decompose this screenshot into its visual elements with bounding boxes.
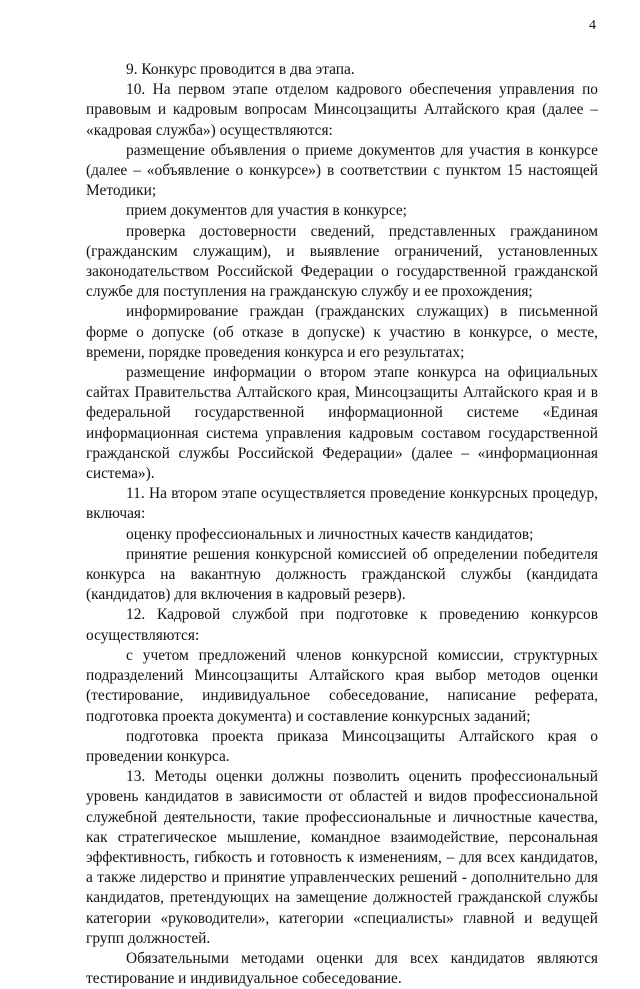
paragraph: размещение информации о втором этапе конкурса на официальных сайтах Правительства Алтайского края, Минсоцзащиты Алтайского края и в федеральной государственной информационной системе «Единая информационная система управления кадровым составом государственной гражданской службы Российской Федерации» (далее – «информационная система»).: [86, 364, 598, 483]
paragraph: 9. Конкурс проводится в два этапа.: [126, 61, 355, 78]
paragraph: проверка достоверности сведений, представленных гражданином (гражданским служащим), и выявление ограничений, установленных законодательством Российской Федерации о государственной гражданской службе для поступления на гражданскую службу и ее прохождения;: [86, 222, 598, 301]
paragraph: подготовка проекта приказа Минсоцзащиты Алтайского края о проведении конкурса.: [86, 727, 598, 765]
page-number: 4: [589, 18, 596, 33]
paragraph: прием документов для участия в конкурсе;: [126, 202, 407, 220]
paragraph: 13. Методы оценки должны позволить оценить профессиональный уровень кандидатов в зависимости от областей и видов профессиональной служебной деятельности, такие профессиональные и личностные качества, как стратегическое мышление, командное взаимодействие, персональная эффективность, гибкость и готовность к изменениям, – для всех кандидатов, а также лидерство и принятие управленческих решений - дополнительно для кандидатов, претендующих на замещение должностей гражданской службы категории «руководители», категории «специалисты» главной и ведущей групп должностей.: [86, 768, 598, 947]
paragraph: с учетом предложений членов конкурсной комиссии, структурных подразделений Минсоцзащиты Алтайского края выбор методов оценки (тестирование, индивидуальное собеседование, написание реферата, подготовка проекта документа) и составление конкурсных заданий;: [86, 646, 598, 725]
paragraph: принятие решения конкурсной комиссией об определении победителя конкурса на вакантную должность гражданской службы (кандидата (кандидатов) для включения в кадровый резерв).: [86, 545, 598, 604]
paragraph: 12. Кадровой службой при подготовке к проведению конкурсов осуществляются:: [86, 606, 598, 644]
paragraph: 11. На втором этапе осуществляется проведение конкурсных процедур, включая:: [86, 485, 598, 523]
paragraph: оценку профессиональных и личностных качеств кандидатов;: [126, 525, 534, 543]
paragraph: Обязательными методами оценки для всех кандидатов являются тестирование и индивидуальное собеседование.: [86, 949, 598, 988]
paragraph: информирование граждан (гражданских служащих) в письменной форме о допуске (об отказе в допуске) к участию в конкурсе, о месте, времени, порядке проведения конкурса и его результатах;: [86, 303, 598, 361]
paragraph: размещение объявления о приеме документов для участия в конкурсе (далее – «объявление о конкурсе») в соответствии с пунктом 15 настоящей Методики;: [86, 141, 598, 200]
paragraph: 10. На первом этапе отделом кадрового обеспечения управления по правовым и кадровым вопросам Минсоцзащиты Алтайского края (далее – «кадровая служба») осуществляются:: [86, 81, 598, 139]
document-body: [86, 60, 598, 989]
